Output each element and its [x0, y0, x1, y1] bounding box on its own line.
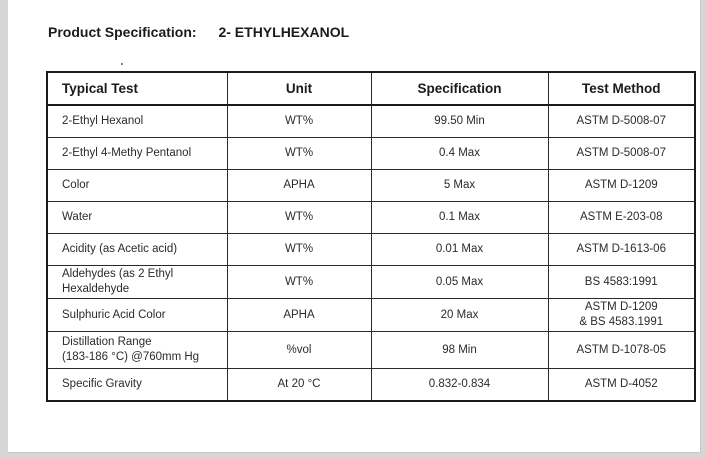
column-header-unit: Unit: [227, 72, 371, 105]
spec-label: Product Specification:: [48, 24, 197, 40]
cell-spec: 0.832-0.834: [371, 369, 548, 402]
table-row: [47, 170, 695, 202]
table-header-row: [47, 72, 695, 105]
column-header-typical-test: Typical Test: [47, 72, 227, 105]
cell-test: Distillation Range (183-186 °C) @760mm Hg: [47, 332, 227, 369]
cell-method: ASTM D-1613-06: [548, 234, 695, 266]
cell-method: ASTM D-1209 & BS 4583.1991: [548, 299, 695, 332]
cell-method: ASTM D-1209: [548, 170, 695, 202]
cell-unit: APHA: [227, 170, 371, 202]
scan-speck: [121, 63, 123, 65]
cell-method: ASTM E-203-08: [548, 202, 695, 234]
cell-spec: 0.1 Max: [371, 202, 548, 234]
cell-method: ASTM D-1078-05: [548, 332, 695, 369]
cell-test: Acidity (as Acetic acid): [47, 234, 227, 266]
cell-unit: WT%: [227, 105, 371, 138]
cell-method: ASTM D-4052: [548, 369, 695, 402]
specification-table: [46, 71, 696, 402]
cell-unit: WT%: [227, 234, 371, 266]
cell-unit: At 20 °C: [227, 369, 371, 402]
cell-test: Sulphuric Acid Color: [47, 299, 227, 332]
column-header-test-method: Test Method: [548, 72, 695, 105]
cell-test: Color: [47, 170, 227, 202]
cell-unit: WT%: [227, 138, 371, 170]
table-row: [47, 202, 695, 234]
cell-unit: APHA: [227, 299, 371, 332]
table-row: [47, 332, 695, 369]
cell-test: Specific Gravity: [47, 369, 227, 402]
product-name: 2- ETHYLHEXANOL: [218, 24, 350, 40]
cell-test: 2-Ethyl Hexanol: [47, 105, 227, 138]
cell-test: 2-Ethyl 4-Methy Pentanol: [47, 138, 227, 170]
column-header-specification: Specification: [371, 72, 548, 105]
cell-method: BS 4583:1991: [548, 266, 695, 299]
cell-test: Water: [47, 202, 227, 234]
cell-unit: WT%: [227, 202, 371, 234]
table-row: [47, 299, 695, 332]
document-page: [8, 0, 701, 453]
cell-unit: %vol: [227, 332, 371, 369]
cell-unit: WT%: [227, 266, 371, 299]
table-row: [47, 266, 695, 299]
cell-spec: 5 Max: [371, 170, 548, 202]
cell-method: ASTM D-5008-07: [548, 138, 695, 170]
table-row: [47, 369, 695, 402]
cell-spec: 0.01 Max: [371, 234, 548, 266]
table-row: [47, 234, 695, 266]
cell-spec: 98 Min: [371, 332, 548, 369]
cell-spec: 0.05 Max: [371, 266, 548, 299]
cell-spec: 20 Max: [371, 299, 548, 332]
table-row: [47, 105, 695, 138]
cell-spec: 99.50 Min: [371, 105, 548, 138]
cell-test: Aldehydes (as 2 Ethyl Hexaldehyde: [47, 266, 227, 299]
cell-method: ASTM D-5008-07: [548, 105, 695, 138]
page-title: [48, 24, 349, 40]
cell-spec: 0.4 Max: [371, 138, 548, 170]
table-row: [47, 138, 695, 170]
